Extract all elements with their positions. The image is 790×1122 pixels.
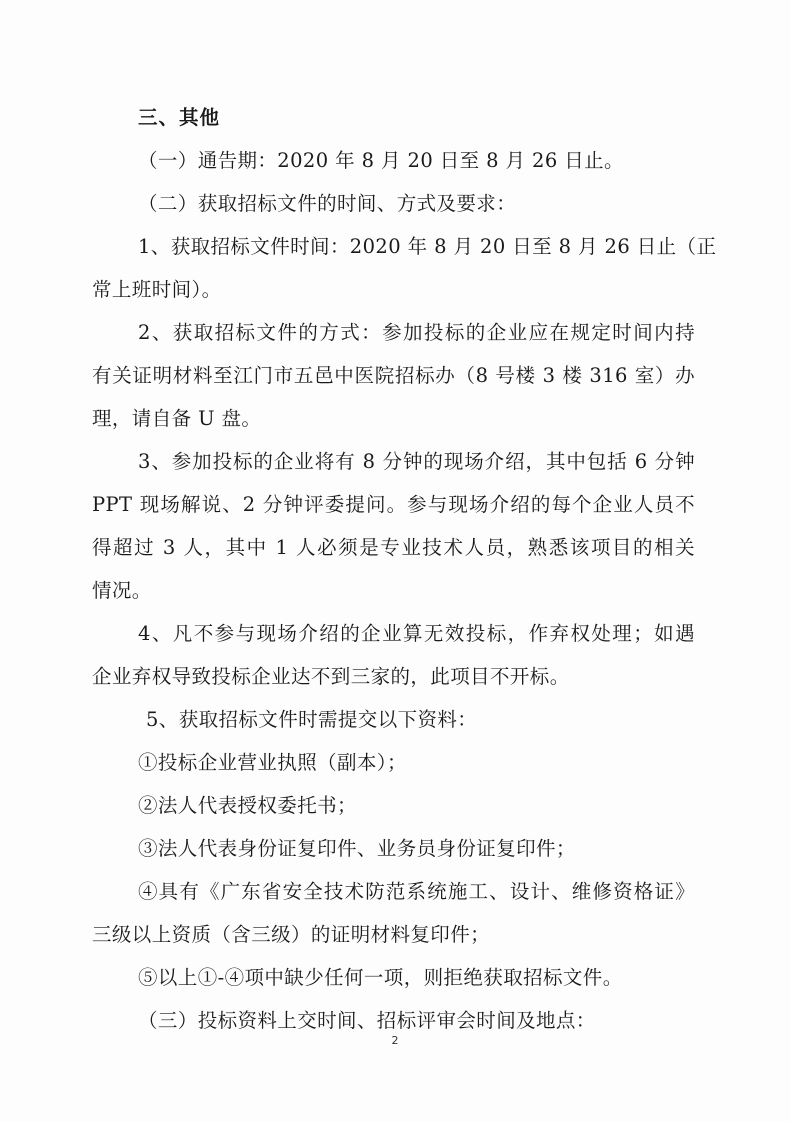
section-heading: 三、其他: [138, 106, 221, 129]
page-number: 2: [391, 1034, 399, 1047]
paragraph-line: PPT 现场解说、2 分钟评委提问。参与现场介绍的每个企业人员不: [92, 493, 695, 516]
paragraph-line: 企业弃权导致投标企业达不到三家的，此项目不开标。: [92, 665, 570, 688]
paragraph-line: 1、获取招标文件时间：2020 年 8 月 20 日至 8 月 26 日止（正: [138, 235, 717, 258]
paragraph-line: 有关证明材料至江门市五邑中医院招标办（8 号楼 3 楼 316 室）办: [92, 364, 695, 387]
paragraph-line: 得超过 3 人，其中 1 人必须是专业技术人员，熟悉该项目的相关: [92, 536, 695, 559]
paragraph-line: （三）投标资料上交时间、招标评审会时间及地点：: [138, 1009, 596, 1032]
paragraph-line: ④具有《广东省安全技术防范系统施工、设计、维修资格证》: [138, 880, 695, 903]
paragraph-line: （一）通告期：2020 年 8 月 20 日至 8 月 26 日止。: [138, 149, 624, 172]
paragraph-line: 2、获取招标文件的方式：参加投标的企业应在规定时间内持: [138, 321, 695, 344]
paragraph-line: 情况。: [92, 579, 152, 602]
paragraph-line: （二）获取招标文件的时间、方式及要求：: [138, 192, 517, 215]
paragraph-line: ⑤以上①-④项中缺少任何一项，则拒绝获取招标文件。: [138, 966, 623, 989]
paragraph-line: 常上班时间）。: [92, 278, 222, 301]
paragraph-line: 三级以上资质（含三级）的证明材料复印件；: [92, 923, 491, 946]
document-body: [92, 96, 717, 1042]
paragraph-line: 3、参加投标的企业将有 8 分钟的现场介绍，其中包括 6 分钟: [138, 450, 695, 473]
paragraph-line: 4、凡不参与现场介绍的企业算无效投标，作弃权处理；如遇: [138, 622, 695, 645]
paragraph-line: ②法人代表授权委托书；: [138, 794, 357, 817]
paragraph-line: ③法人代表身份证复印件、业务员身份证复印件；: [138, 837, 576, 860]
paragraph-line: 5、获取招标文件时需提交以下资料：: [146, 708, 478, 731]
paragraph-line: 理，请自备 U 盘。: [92, 407, 262, 430]
paragraph-line: ①投标企业营业执照（副本）；: [138, 751, 407, 774]
